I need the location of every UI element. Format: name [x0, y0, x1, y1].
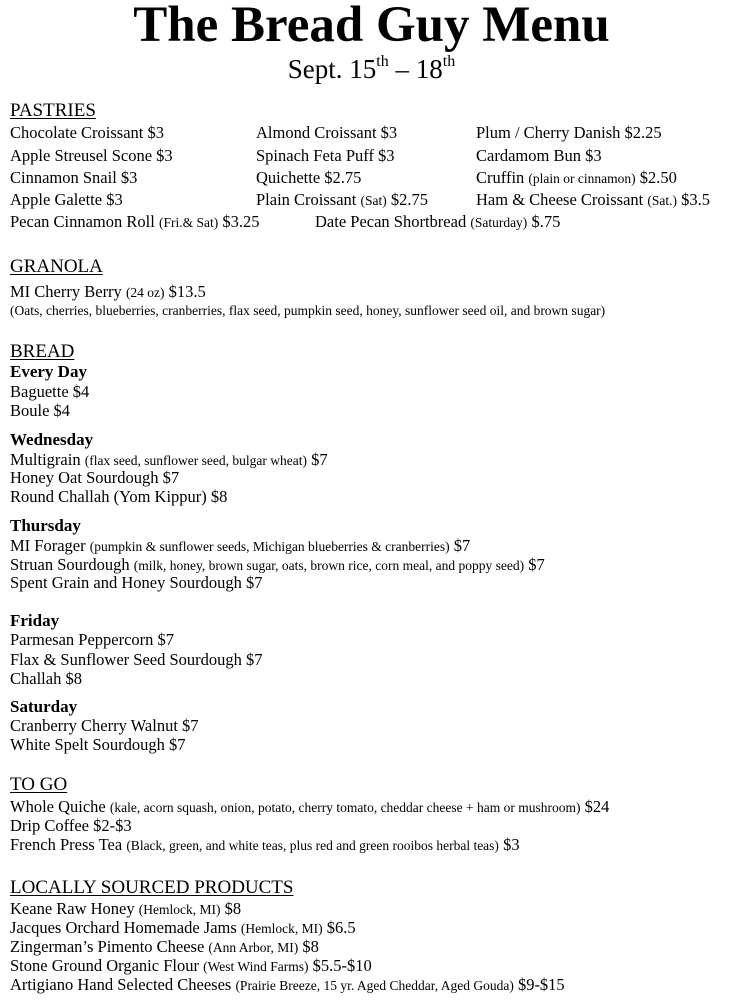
wednesday-label: Wednesday [10, 430, 94, 449]
item-name: Pecan Cinnamon Roll [10, 212, 159, 231]
item-note: (kale, acorn squash, onion, potato, cherry tomato, cheddar cheese + ham or mushroom) [109, 800, 581, 815]
item-note: (West Wind Farms) [203, 959, 309, 974]
item-note: (pumpkin & sunflower seeds, Michigan blueberries & cranberries) [89, 539, 450, 554]
local-item [10, 937, 319, 957]
item-price: $7 [449, 536, 471, 555]
pastry-item [256, 190, 428, 210]
pastry-item: Chocolate Croissant $3 [10, 123, 164, 142]
item-name: French Press Tea [10, 835, 127, 854]
pastry-item: Spinach Feta Puff $3 [256, 146, 395, 165]
item-name: Zingerman’s Pimento Cheese [10, 937, 209, 956]
dates-start: Sept. 15 [287, 54, 377, 84]
bread-item [10, 450, 328, 470]
bread-item: Boule $4 [10, 401, 71, 420]
item-note: (Hemlock, MI) [138, 902, 221, 917]
item-price: $3 [498, 835, 520, 854]
item-name: Artigiano Hand Selected Cheeses [10, 975, 236, 994]
item-price: $.75 [527, 212, 561, 231]
item-note: (milk, honey, brown sugar, oats, brown rice, corn meal, and poppy seed) [133, 558, 525, 573]
bread-item: Spent Grain and Honey Sourdough $7 [10, 573, 263, 592]
dates-end: – 18 [388, 54, 443, 84]
item-price: $8 [298, 937, 319, 956]
pastry-item [476, 168, 677, 188]
item-price: $24 [580, 797, 610, 816]
bread-item: Round Challah (Yom Kippur) $8 [10, 487, 228, 506]
bread-item: Challah $8 [10, 669, 82, 688]
item-name: Plain Croissant [256, 190, 361, 209]
granola-heading: GRANOLA [10, 256, 103, 277]
item-price: $5.5-$10 [308, 956, 372, 975]
item-name: MI Cherry Berry [10, 282, 126, 301]
bread-item [10, 555, 545, 575]
pastry-item: Cinnamon Snail $3 [10, 168, 138, 187]
bread-heading: BREAD [10, 341, 75, 362]
every-day-label: Every Day [10, 362, 87, 381]
dates-end-suffix: th [442, 53, 456, 70]
to-go-item: Drip Coffee $2-$3 [10, 816, 132, 835]
pastry-item: Almond Croissant $3 [256, 123, 398, 142]
to-go-item [10, 835, 520, 855]
bread-item: Baguette $4 [10, 382, 90, 401]
item-name: Jacques Orchard Homemade Jams [10, 918, 241, 937]
item-name: Keane Raw Honey [10, 899, 139, 918]
item-price: $7 [307, 450, 328, 469]
item-note: (Fri.& Sat) [158, 215, 219, 230]
menu-title: The Bread Guy Menu [133, 0, 610, 53]
item-price: $9-$15 [513, 975, 565, 994]
pastry-item: Apple Streusel Scone $3 [10, 146, 173, 165]
pastry-item: Plum / Cherry Danish $2.25 [476, 123, 662, 142]
item-name: MI Forager [10, 536, 90, 555]
item-name: Struan Sourdough [10, 555, 134, 574]
item-note: (24 oz) [125, 285, 165, 300]
item-note: (Saturday) [470, 215, 528, 230]
bread-item: Cranberry Cherry Walnut $7 [10, 716, 199, 735]
bread-item: Honey Oat Sourdough $7 [10, 468, 180, 487]
item-name: Cruffin [476, 168, 529, 187]
item-price: $2.75 [386, 190, 429, 209]
pastry-item [476, 190, 710, 210]
item-price: $3.25 [218, 212, 260, 231]
pastries-heading: PASTRIES [10, 100, 96, 121]
pastry-item [10, 212, 259, 232]
granola-ingredients: (Oats, cherries, blueberries, cranberries, flax seed, pumpkin seed, honey, sunflower seed oil, and brown sugar) [10, 303, 606, 318]
local-heading: LOCALLY SOURCED PRODUCTS [10, 877, 294, 898]
local-item [10, 975, 565, 995]
to-go-heading: TO GO [10, 774, 68, 795]
bread-item: Parmesan Peppercorn $7 [10, 630, 175, 649]
pastry-item: Apple Galette $3 [10, 190, 123, 209]
item-note: (Prairie Breeze, 15 yr. Aged Cheddar, Aged Gouda) [235, 978, 514, 993]
menu-dates [0, 52, 743, 86]
bread-item: Flax & Sunflower Seed Sourdough $7 [10, 650, 263, 669]
item-price: $2.50 [635, 168, 677, 187]
item-price: $8 [220, 899, 242, 918]
friday-label: Friday [10, 611, 60, 630]
item-price: $6.5 [322, 918, 356, 937]
local-item [10, 956, 372, 976]
item-name: Stone Ground Organic Flour [10, 956, 204, 975]
saturday-label: Saturday [10, 697, 78, 716]
dates-start-suffix: th [376, 53, 389, 70]
pastry-item [315, 212, 560, 232]
item-price: $13.5 [164, 282, 206, 301]
item-name: Multigrain [10, 450, 85, 469]
item-name: Date Pecan Shortbread [315, 212, 471, 231]
item-name: Ham & Cheese Croissant [476, 190, 648, 209]
pastry-item: Cardamom Bun $3 [476, 146, 602, 165]
item-price: $7 [524, 555, 545, 574]
item-price: $3.5 [677, 190, 711, 209]
thursday-label: Thursday [10, 516, 81, 535]
item-note: (Sat.) [647, 193, 678, 208]
item-note: (Black, green, and white teas, plus red and green rooibos herbal teas) [126, 838, 499, 853]
pastry-item: Quichette $2.75 [256, 168, 362, 187]
item-note: (Ann Arbor, MI) [208, 940, 299, 955]
bread-item: White Spelt Sourdough $7 [10, 735, 186, 754]
local-item [10, 918, 356, 938]
granola-item [10, 282, 206, 302]
item-note: (Hemlock, MI) [240, 921, 323, 936]
item-note: (plain or cinnamon) [528, 171, 636, 186]
item-name: Whole Quiche [10, 797, 110, 816]
item-note: (flax seed, sunflower seed, bulgar wheat) [84, 453, 307, 468]
bread-item [10, 536, 470, 556]
to-go-item [10, 797, 609, 817]
local-item [10, 899, 241, 919]
item-note: (Sat) [360, 193, 387, 208]
